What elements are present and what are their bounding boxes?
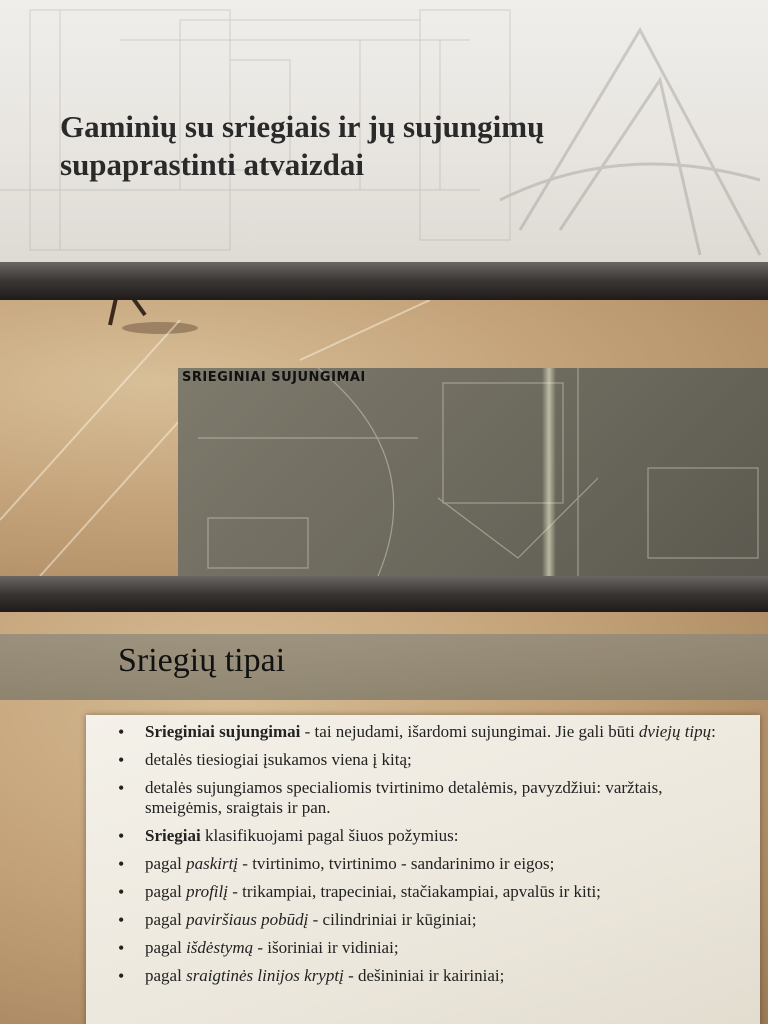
list-item-text: Sriegiai [145, 826, 201, 845]
slide-section[interactable] [0, 300, 768, 576]
blueprint-panel [178, 368, 768, 576]
title-line-1: Gaminių su sriegiais ir jų sujungimų [60, 109, 545, 144]
slide-separator [0, 576, 768, 612]
list-item-text: - tai nejudami, išardomi sujungimai. Jie gali būti [300, 722, 639, 741]
section-label: SRIEGINIAI SUJUNGIMAI [182, 370, 366, 385]
list-item-text: pagal [145, 938, 187, 957]
list-item-text: klasifikuojami pagal šiuos požymius: [200, 826, 459, 845]
list-item [118, 910, 718, 930]
list-item-text: - trikampiai, trapeciniai, stačiakampiai, apvalūs ir kiti; [227, 882, 601, 901]
slide-heading: Sriegių tipai [118, 642, 286, 679]
slide-title[interactable] [0, 0, 768, 262]
list-item-text: pagal [145, 910, 187, 929]
list-item-text: detalės tiesiogiai įsukamos viena į kitą; [145, 750, 412, 769]
list-item-text: pagal [145, 882, 187, 901]
list-item-text: Srieginiai sujungimai [145, 722, 301, 741]
light-beam [542, 368, 556, 576]
list-item-text: : [711, 722, 716, 741]
list-item [118, 966, 718, 986]
list-item-text: - cilindriniai ir kūginiai; [308, 910, 477, 929]
list-item-text: profilį [186, 882, 228, 901]
slide-title-text [60, 108, 620, 184]
list-item-text: pagal [145, 966, 187, 985]
list-item [118, 854, 718, 874]
list-item-text: išdėstymą [186, 938, 254, 957]
list-item [118, 750, 718, 770]
heading-band [0, 634, 768, 700]
list-item-text: detalės sujungiamos specialiomis tvirtinimo detalėmis, pavyzdžiui: varžtais, smeigėmis, sraigtais ir pan. [145, 778, 663, 817]
list-item [118, 722, 718, 742]
list-item-text: dviejų tipų [638, 722, 712, 741]
list-item-text: - išoriniai ir vidiniai; [253, 938, 399, 957]
list-item [118, 882, 718, 902]
list-item-text: - tvirtinimo, tvirtinimo - sandarinimo ir eigos; [238, 854, 555, 873]
list-item [118, 826, 718, 846]
list-item [118, 778, 718, 818]
slide-separator [0, 262, 768, 300]
list-item-text: sraigtinės linijos kryptį [186, 966, 344, 985]
list-item-text: paviršiaus pobūdį [186, 910, 309, 929]
list-item-text: pagal [145, 854, 187, 873]
title-line-2: supaprastinti atvaizdai [60, 147, 365, 182]
list-item-text: paskirtį [186, 854, 239, 873]
bullet-list [118, 722, 718, 994]
list-item-text: - dešininiai ir kairiniai; [343, 966, 505, 985]
list-item [118, 938, 718, 958]
slide-content[interactable] [0, 612, 768, 1024]
